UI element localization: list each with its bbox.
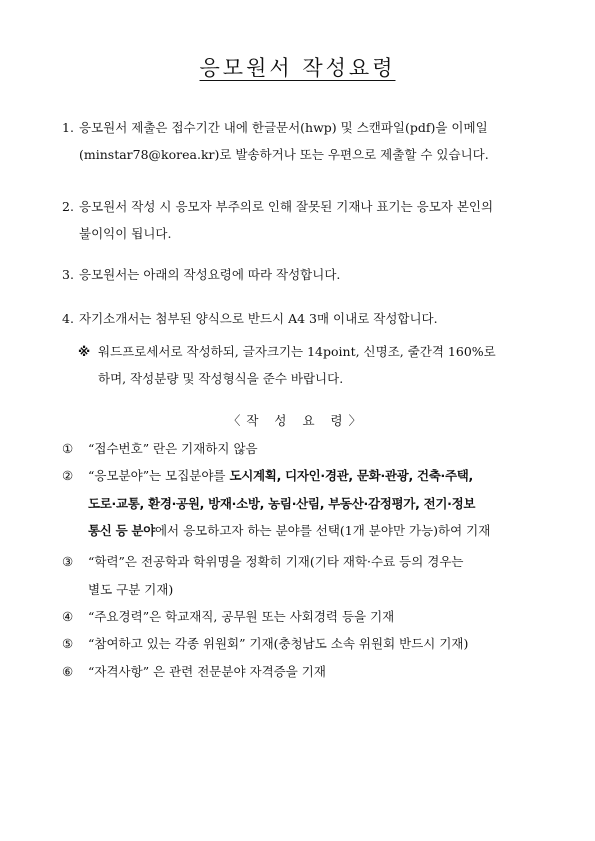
field-list-bold: 도시계획, 디자인·경관, 문화·관광, 건축·주택, bbox=[229, 468, 473, 483]
circled-number: ② bbox=[62, 468, 74, 483]
note-text-continued: 하며, 작성분량 및 작성형식을 준수 바랍니다. bbox=[98, 371, 344, 386]
item-text-continued: (minstar78@korea.kr)로 발송하거나 또는 우편으로 제출할 수 있습니다. bbox=[79, 147, 489, 162]
guide-text: 에서 응모하고자 하는 분야를 선택(1개 분야만 가능)하여 기재 bbox=[154, 523, 491, 538]
item-number: 2. bbox=[62, 199, 74, 214]
instruction-item-3 bbox=[62, 261, 548, 288]
document-title bbox=[0, 52, 595, 82]
guide-item-1 bbox=[62, 435, 550, 463]
guide-text: “자격사항” 은 관련 전문분야 자격증을 기재 bbox=[88, 664, 326, 679]
guide-item-6 bbox=[62, 658, 550, 686]
guide-item-2 bbox=[62, 462, 550, 545]
circled-number: ⑤ bbox=[62, 636, 74, 651]
guide-text: “참여하고 있는 각종 위원회” 기재(충청남도 소속 위원회 반드시 기재) bbox=[88, 636, 469, 651]
item-text: 응모원서는 아래의 작성요령에 따라 작성합니다. bbox=[79, 267, 341, 282]
item-text-continued: 불이익이 됩니다. bbox=[79, 226, 172, 241]
circled-number: ④ bbox=[62, 609, 74, 624]
item-number: 1. bbox=[62, 120, 74, 135]
guide-item-4 bbox=[62, 603, 550, 631]
guide-text: “주요경력”은 학교재직, 공무원 또는 사회경력 등을 기재 bbox=[88, 609, 395, 624]
circled-number: ③ bbox=[62, 554, 74, 569]
field-list-bold: 통신 등 분야 bbox=[88, 523, 155, 538]
section-subtitle: 〈작 성 요 령〉 bbox=[227, 413, 368, 428]
instruction-item-1 bbox=[62, 114, 548, 168]
field-list-bold: 도로·교통, 환경·공원, 방재·소방, 농림·산림, 부동산·감정평가, 전기·정보 bbox=[88, 495, 476, 511]
title-text: 응모원서 작성요령 bbox=[199, 56, 396, 80]
guide-text: “학력”은 전공학과 학위명을 정확히 기재(기타 재학·수료 등의 경우는 bbox=[88, 554, 464, 569]
item-number: 3. bbox=[62, 267, 74, 282]
circled-number: ① bbox=[62, 441, 74, 456]
item-number: 4. bbox=[62, 311, 74, 326]
item-text: 응모원서 작성 시 응모자 부주의로 인해 잘못된 기재나 표기는 응모자 본인의 bbox=[79, 199, 494, 214]
circled-number: ⑥ bbox=[62, 664, 74, 679]
guide-text: “접수번호” 란은 기재하지 않음 bbox=[88, 441, 258, 456]
note-text: 워드프로세서로 작성하되, 글자크기는 14point, 신명조, 줄간격 160%로 bbox=[98, 344, 496, 359]
guide-text-continued: 별도 구분 기재) bbox=[88, 581, 174, 597]
instruction-item-4 bbox=[62, 305, 548, 332]
guide-text-continued bbox=[62, 517, 550, 545]
item-text: 자기소개서는 첨부된 양식으로 반드시 A4 3매 이내로 작성합니다. bbox=[79, 311, 438, 326]
reference-mark: ※ bbox=[78, 344, 90, 359]
item-text: 응모원서 제출은 접수기간 내에 한글문서(hwp) 및 스캔파일(pdf)을 이메일 bbox=[79, 120, 488, 135]
instruction-item-2 bbox=[62, 193, 548, 247]
guide-text: “응모분야”는 모집분야를 bbox=[88, 468, 230, 483]
guide-item-3 bbox=[62, 548, 550, 603]
guide-item-5 bbox=[62, 630, 550, 658]
formatting-note bbox=[78, 338, 548, 392]
guide-text-continued bbox=[62, 490, 550, 518]
